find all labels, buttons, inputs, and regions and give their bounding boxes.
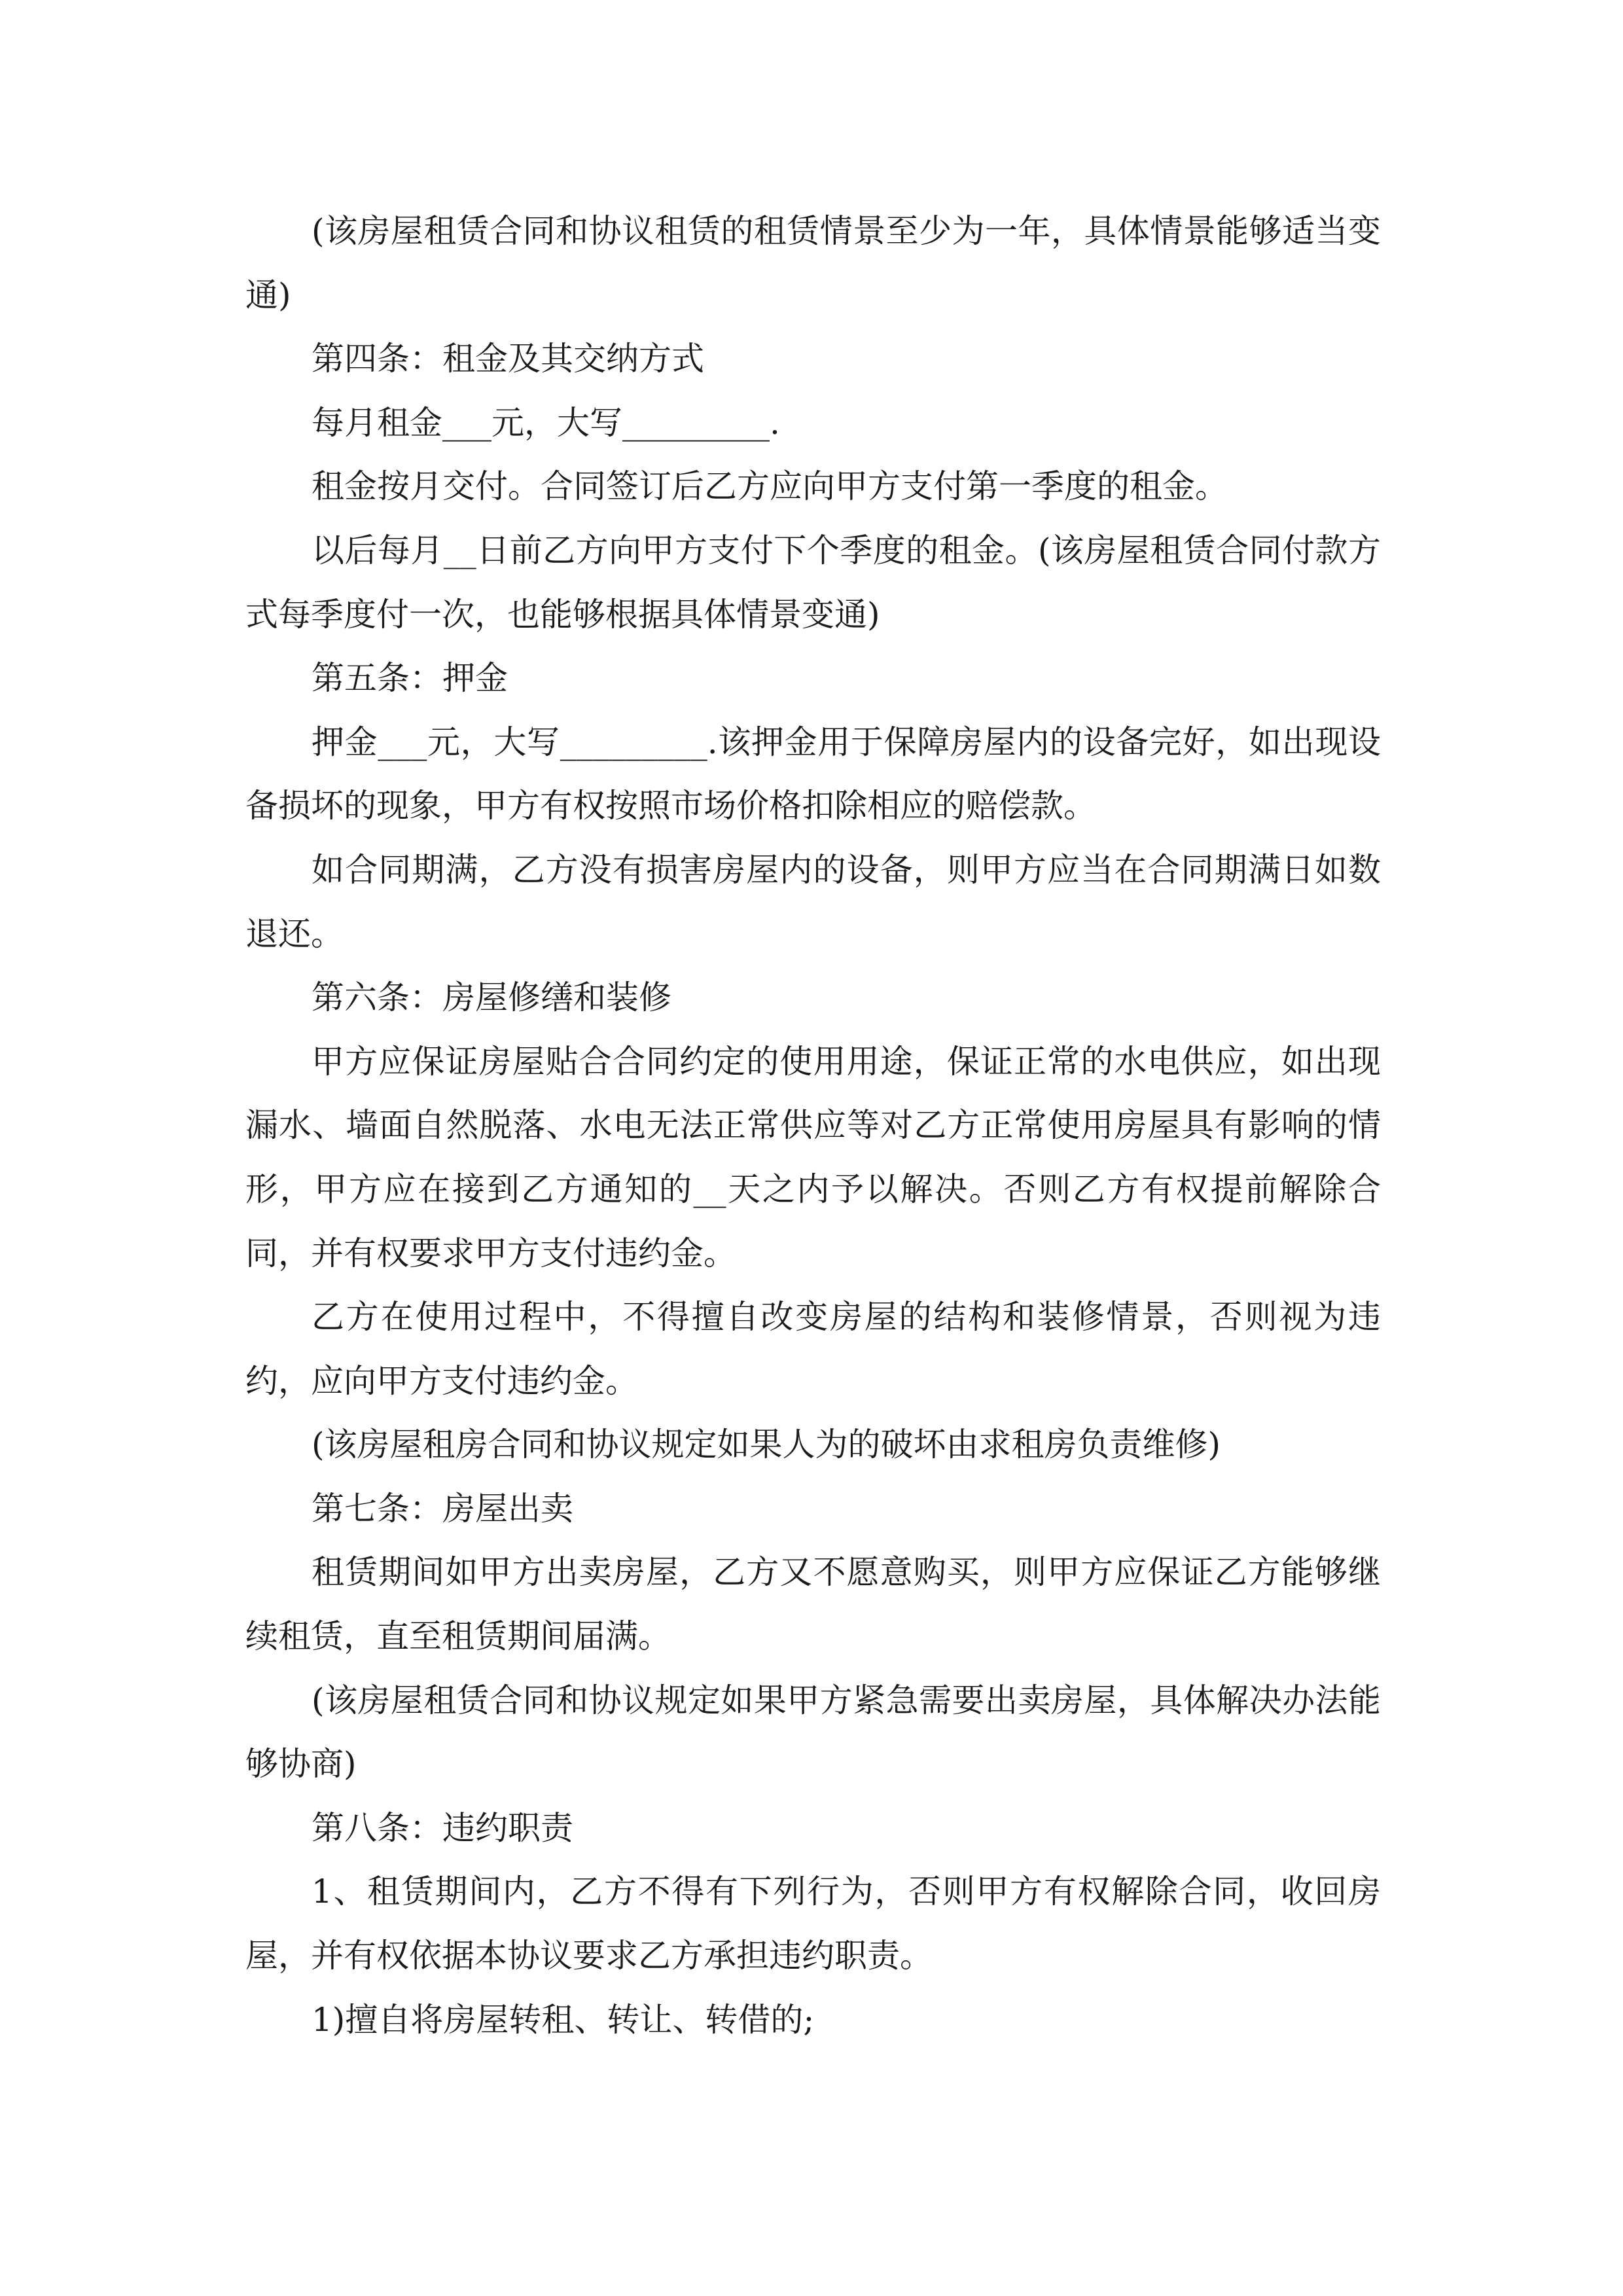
paragraph-no-alteration: 乙方在使用过程中，不得擅自改变房屋的结构和装修情景，否则视为违约，应向甲方支付违约金。	[245, 1298, 1381, 1400]
paragraph-breach-item-1: 1、租赁期间内，乙方不得有下列行为，否则甲方有权解除合同，收回房屋，并有权依据本协议要求乙方承担违约职责。	[245, 1873, 1381, 1975]
paragraph-sale-note: (该房屋租赁合同和协议规定如果甲方紧急需要出卖房屋，具体解决办法能够协商)	[245, 1681, 1381, 1784]
paragraph-breach-subitem-1: 1)擅自将房屋转租、转让、转借的;	[312, 2000, 815, 2039]
heading-article-4: 第四条：租金及其交纳方式	[312, 340, 704, 378]
heading-article-6: 第六条：房屋修缮和装修	[312, 978, 671, 1017]
paragraph-quarterly-payment: 以后每月__日前乙方向甲方支付下个季度的租金。(该房屋租赁合同付款方式每季度付一次，也能够根据具体情景变通)	[245, 531, 1381, 634]
heading-article-5: 第五条：押金	[312, 659, 508, 698]
heading-article-7: 第七条：房屋出卖	[312, 1489, 573, 1528]
paragraph-monthly-rent: 每月租金___元，大写_________.	[312, 403, 780, 442]
paragraph-lease-term-note: (该房屋租赁合同和协议租赁的租赁情景至少为一年，具体情景能够适当变通)	[245, 212, 1381, 314]
paragraph-damage-note: (该房屋租房合同和协议规定如果人为的破坏由求租房负责维修)	[312, 1426, 1221, 1464]
paragraph-property-sale: 租赁期间如甲方出卖房屋，乙方又不愿意购买，则甲方应保证乙方能够继续租赁，直至租赁期间届满。	[245, 1553, 1381, 1656]
paragraph-repair-obligation: 甲方应保证房屋贴合合同约定的使用用途，保证正常的水电供应，如出现漏水、墙面自然脱落、水电无法正常供应等对乙方正常使用房屋具有影响的情形，甲方应在接到乙方通知的__天之内予以解决。否则乙方有权提前解除合同，并有权要求甲方支付违约金。	[245, 1042, 1381, 1272]
document-body	[245, 200, 1381, 2052]
paragraph-rent-payment: 租金按月交付。合同签订后乙方应向甲方支付第一季度的租金。	[312, 467, 1228, 506]
paragraph-deposit: 押金___元，大写_________.该押金用于保障房屋内的设备完好，如出现设备损坏的现象，甲方有权按照市场价格扣除相应的赔偿款。	[245, 723, 1381, 825]
heading-article-8: 第八条：违约职责	[312, 1808, 573, 1847]
paragraph-deposit-refund: 如合同期满，乙方没有损害房屋内的设备，则甲方应当在合同期满日如数退还。	[245, 850, 1381, 953]
